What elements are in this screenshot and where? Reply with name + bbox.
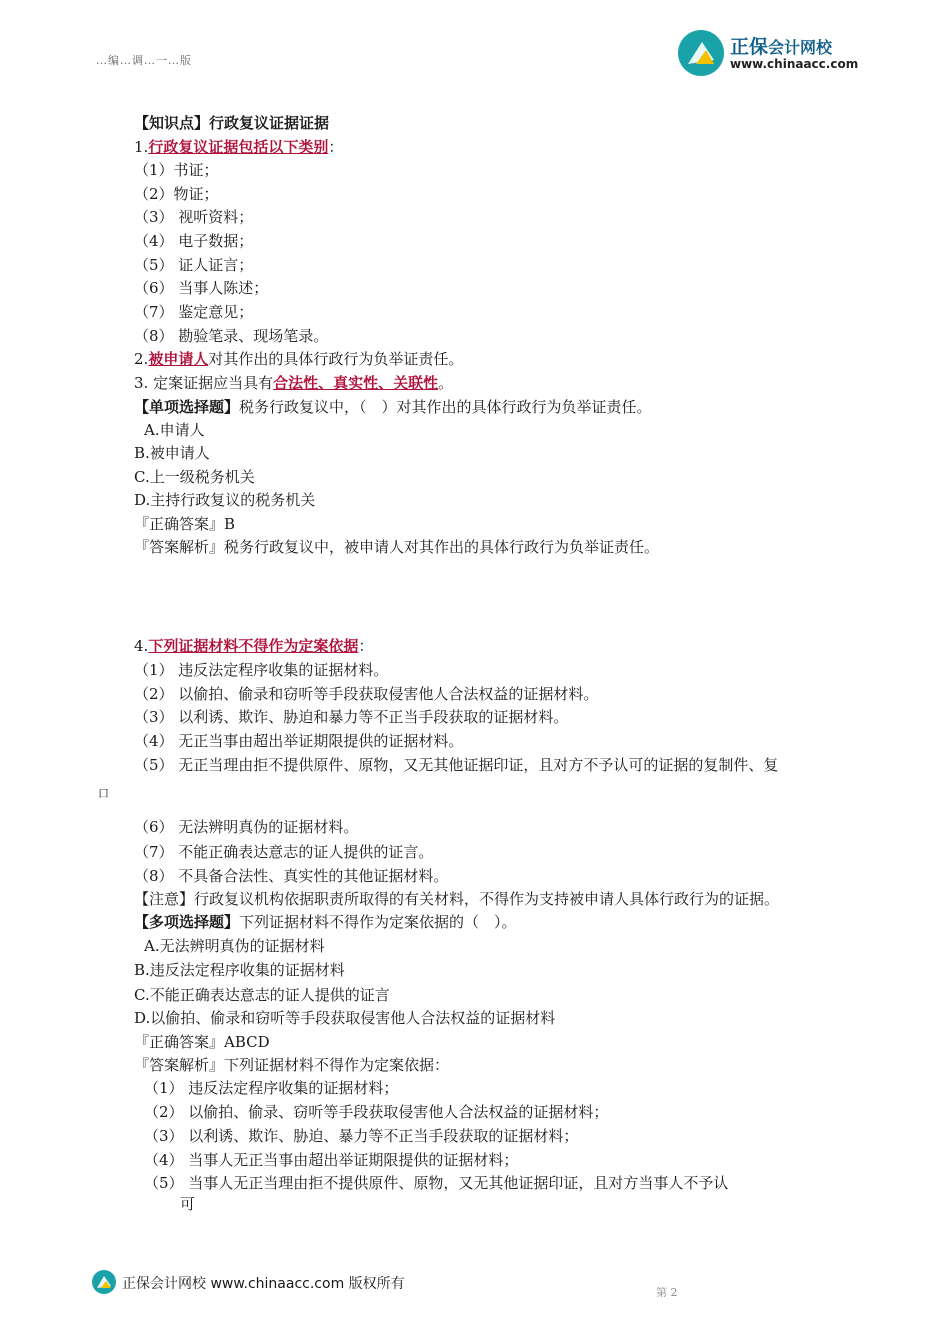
logo-title [730, 32, 832, 59]
point-3-end: 。 [438, 374, 454, 392]
category-item: （2）物证； [134, 185, 219, 203]
footer-logo-icon [92, 1270, 116, 1294]
footer [92, 1270, 432, 1296]
point-3 [134, 373, 453, 393]
question-2-option: C.不能正确表达意志的证人提供的证言 [134, 986, 390, 1004]
point-1-end: ： [328, 138, 344, 156]
category-item: （4） 电子数据； [134, 232, 254, 250]
analysis-point: （2） 以偷拍、偷录、窃听等手段获取侵害他人合法权益的证据材料； [144, 1103, 609, 1121]
point-1-number: 1. [134, 138, 149, 156]
analysis-point: （4） 当事人无正当事由超出举证期限提供的证据材料； [144, 1151, 519, 1169]
category-item: （1）书证； [134, 161, 219, 179]
category-item: （8） 勘验笔录、现场笔录。 [134, 327, 329, 345]
analysis-point: （3） 以利诱、欺诈、胁迫、暴力等不正当手段获取的证据材料； [144, 1127, 579, 1145]
analysis-point: （1） 违反法定程序收集的证据材料； [144, 1079, 399, 1097]
point-4-highlight: 下列证据材料不得作为定案依据 [148, 637, 359, 655]
point-3-prefix: 3. 定案证据应当具有 [134, 374, 274, 392]
question-2-stem [134, 912, 517, 932]
question-1-answer: 『正确答案』B [134, 515, 236, 533]
question-2-option: A.无法辨明真伪的证据材料 [144, 937, 325, 955]
logo-school: 会计网校 [768, 38, 833, 57]
question-1-option: D.主持行政复议的税务机关 [134, 491, 316, 509]
exclusion-item: （6） 无法辨明真伪的证据材料。 [134, 818, 359, 836]
point-2-highlight: 被申请人 [148, 350, 209, 368]
question-2-answer: 『正确答案』ABCD [134, 1033, 270, 1051]
question-1-tag: 【单项选择题】 [134, 398, 240, 416]
footer-copyright: 正保会计网校 www.chinaacc.com 版权所有 [122, 1276, 405, 1292]
section-title: 【知识点】行政复议证据证据 [134, 114, 330, 132]
point-2-number: 2. [134, 350, 149, 368]
question-2-analysis: 『答案解析』下列证据材料不得作为定案依据： [134, 1056, 450, 1074]
point-4-number: 4. [134, 637, 149, 655]
note: 【注意】行政复议机构依据职责所取得的有关材料，不得作为支持被申请人具体行政行为的证据。 [134, 890, 780, 908]
question-1-text: 税务行政复议中，（ ）对其作出的具体行政行为负举证责任。 [239, 398, 652, 416]
logo-brand: 正保 [730, 36, 769, 58]
category-item: （6） 当事人陈述； [134, 279, 269, 297]
analysis-point-wrap: 可 [180, 1195, 196, 1213]
question-2-text: 下列证据材料不得作为定案依据的（ ）。 [239, 913, 517, 931]
point-2-rest: 对其作出的具体行政行为负举证责任。 [208, 350, 464, 368]
exclusion-item-wrap: 口 [98, 787, 109, 800]
category-item: （7） 鉴定意见； [134, 303, 254, 321]
logo-emblem-icon [678, 30, 724, 76]
question-2-tag: 【多项选择题】 [134, 913, 240, 931]
exclusion-item: （2） 以偷拍、偷录和窃听等手段获取侵害他人合法权益的证据材料。 [134, 685, 599, 703]
question-1-analysis: 『答案解析』税务行政复议中，被申请人对其作出的具体行政行为负举证责任。 [134, 538, 660, 556]
exclusion-item: （1） 违反法定程序收集的证据材料。 [134, 661, 389, 679]
chinaacc-logo [678, 30, 878, 76]
page-number: 第 2 [656, 1286, 678, 1299]
category-item: （5） 证人证言； [134, 256, 254, 274]
point-1-highlight: 行政复议证据包括以下类别 [148, 138, 329, 156]
question-1-stem [134, 397, 652, 417]
question-1-option: C.上一级税务机关 [134, 468, 255, 486]
question-2-option: D.以偷拍、偷录和窃听等手段获取侵害他人合法权益的证据材料 [134, 1009, 556, 1027]
point-2 [134, 349, 463, 369]
point-4-end: ： [358, 637, 374, 655]
point-1 [134, 137, 343, 157]
exclusion-item: （5） 无正当理由拒不提供原件、原物，又无其他证据印证，且对方不予认可的证据的复制件、复 [134, 756, 779, 774]
point-3-highlight: 合法性、真实性、关联性 [273, 374, 439, 392]
question-2-option: B.违反法定程序收集的证据材料 [134, 961, 345, 979]
logo-url: www.chinaacc.com [730, 57, 859, 71]
exclusion-item: （4） 无正当事由超出举证期限提供的证据材料。 [134, 732, 464, 750]
header-running-mark: …编…调…一…版 [96, 54, 192, 67]
exclusion-item: （7） 不能正确表达意志的证人提供的证言。 [134, 843, 434, 861]
question-1-option: A.申请人 [144, 421, 205, 439]
category-item: （3） 视听资料； [134, 208, 254, 226]
analysis-point: （5） 当事人无正当理由拒不提供原件、原物，又无其他证据印证，且对方当事人不予认 [144, 1174, 729, 1192]
question-1-option: B.被申请人 [134, 444, 210, 462]
exclusion-item: （8） 不具备合法性、真实性的其他证据材料。 [134, 867, 449, 885]
point-4 [134, 636, 373, 656]
exclusion-item: （3） 以利诱、欺诈、胁迫和暴力等不正当手段获取的证据材料。 [134, 708, 569, 726]
